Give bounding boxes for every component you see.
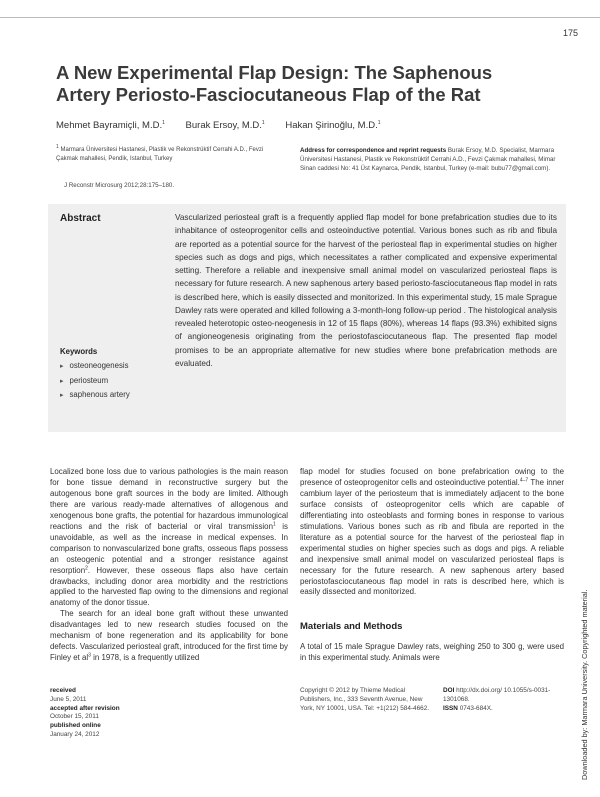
keyword-item: ▸ saphenous artery (60, 388, 130, 403)
author-1: Mehmet Bayramiçli, M.D.$^1$ (56, 119, 165, 131)
paragraph: A total of 15 male Sprague Dawley rats, weighing 250 to 300 g, were used in this experimental study. Animals were (300, 642, 564, 662)
page-number: 175 (562, 28, 578, 38)
keyword-item: ▸ osteoneogenesis (60, 359, 130, 374)
doi-link[interactable]: http://dx.doi.org/ 10.1055/s-0031-1301068. (443, 687, 551, 703)
section-heading: Materials and Methods (300, 621, 403, 632)
correspondence-label: Address for correspondence and reprint requests (300, 147, 447, 154)
abstract-text: Vascularized periosteal graft is a frequently applied flap model for bone prefabrication studies due to its inhabitance of osteoprogenitor cells and osteoinductive potential. Various bones such as rib and fibula are reported as a potential source for the harvest of the periosteal flap in experimental studies on higher species such as dogs and pigs, which necessitates a rather complicated and expensive experimental setting. Therefore a reliable and inexpensive small animal model on vascularized periosteal flaps is necessary for future research. A new saphenous artery based periosto-fasciocutaneous flap model in rats is described here, which is easily dissected and monitorized. In this experimental study, 15 male Sprague Dawley rats were operated and killed following a 3-month-long follow-up period . The histological analysis revealed heterotopic osteo-neogenesis in 12 of 15 flaps (80%), whereas 14 flaps (93.3%) exhibited signs of angioneogenesis originating from the periostofasciocutaneous flap. The presented flap model promises to be an appropriate alternative for new studies where bone prefabrication methods are evaluated. (175, 213, 557, 368)
paragraph: The search for an ideal bone graft without these unwanted disadvantages led to new research studies focused on the mechanism of bone regeneration and its applicability for bone defects. Vascularized periosteal graft, introduced for the first time by Finley et $al^3$ in 1978, is a frequently utilized (50, 609, 288, 663)
body-column-right-cont (300, 642, 564, 664)
paragraph: Localized bone loss due to various pathologies is the main reason for bone tissue demand in reconstructive surgery but the autogenous bone graft sources in the body are limited. Although there are various ready-made alternatives of allogenous and xenogenous bone grafts, the potential for hazardous immunological reactions and the risk of bacterial or viral transmission$^1$ is unavoidable, as well as the increase in medical expenses. In comparison to nonvascularized bone grafts, osseous flaps possess an osteogenic potential and a stronger resistance against resorption$^2$. However, these osseous flaps also have certain drawbacks, including donor area morbidity and the restrictions applied to the harvested flap owing to the dimensions and regional anatomy of the donor tissue. (50, 467, 288, 608)
article-history: received June 5, 2011 accepted after revision October 15, 2011 published online January 24, 2012 (50, 687, 120, 738)
body-column-right (300, 467, 564, 598)
doi-block: DOI http://dx.doi.org/ 10.1055/s-0031-1301068. ISSN 0743-684X. (443, 687, 551, 712)
article-title: A New Experimental Flap Design: The Saphenous Artery Periosto-Fasciocutaneous Flap of the Rat (56, 62, 493, 105)
keywords-list (60, 359, 130, 403)
abstract-heading: Abstract (60, 213, 101, 224)
correspondence: Address for correspondence and reprint requests Burak Ersoy, M.D. Specialist, Marmara Üniversitesi Hastanesi, Plastik ve Rekonstrüktif Cerrahi A.D., Fevzi Çakmak mahallesi, Mimar Sinan caddesi No: 41 Üst Kaynarca, Pendik, Istanbul, Turkey (e-mail: bubu77@gmail.com). (300, 147, 556, 172)
keywords-heading: Keywords (60, 347, 98, 356)
affiliation: $^1$ Marmara Üniversitesi Hastanesi, Plastik ve Rekonstrüktif Cerrahi A.D., Fevzi Çakmak mahallesi, Pendik, Istanbul, Turkey (56, 144, 264, 162)
author-3: Hakan Şirinoğlu, M.D.$^1$ (285, 119, 381, 131)
download-watermark: Downloaded by: Marmara University. Copyrighted material. (580, 589, 589, 780)
body-column-left (50, 467, 288, 664)
keyword-item: ▸ periosteum (60, 374, 130, 389)
paragraph: flap model for studies focused on bone prefabrication owing to the presence of osteoprogenitor cells and osteoinductive potential.$^{4-7}$ The inner cambium layer of the periosteum that is immediately adjacent to the bone surface consists of osteoprogenitor cells which are capable of differentiating into osteoblasts and forming bones in response to various stimulations. Various bones such as rib and fibula are reported in the literature as a potential source for the harvest of the periosteal flap in experimental studies on higher species such as dogs and pigs. A reliable and inexpensive small animal model on vascularized periosteal flaps is necessary for the future research. A new saphenous artery based periostofasciocutaneous flap model in rats is described here, which is easily dissected and monitorized. (300, 467, 564, 597)
top-rule (0, 17, 600, 18)
copyright-notice: Copyright © 2012 by Thieme Medical Publishers, Inc., 333 Seventh Avenue, New York, NY 10001, USA. Tel: +1(212) 584-4662. (300, 687, 430, 712)
author-list (56, 120, 399, 131)
journal-citation: J Reconstr Microsurg 2012;28:175–180. (64, 182, 175, 189)
author-2: Burak Ersoy, M.D.$^1$ (185, 119, 265, 131)
